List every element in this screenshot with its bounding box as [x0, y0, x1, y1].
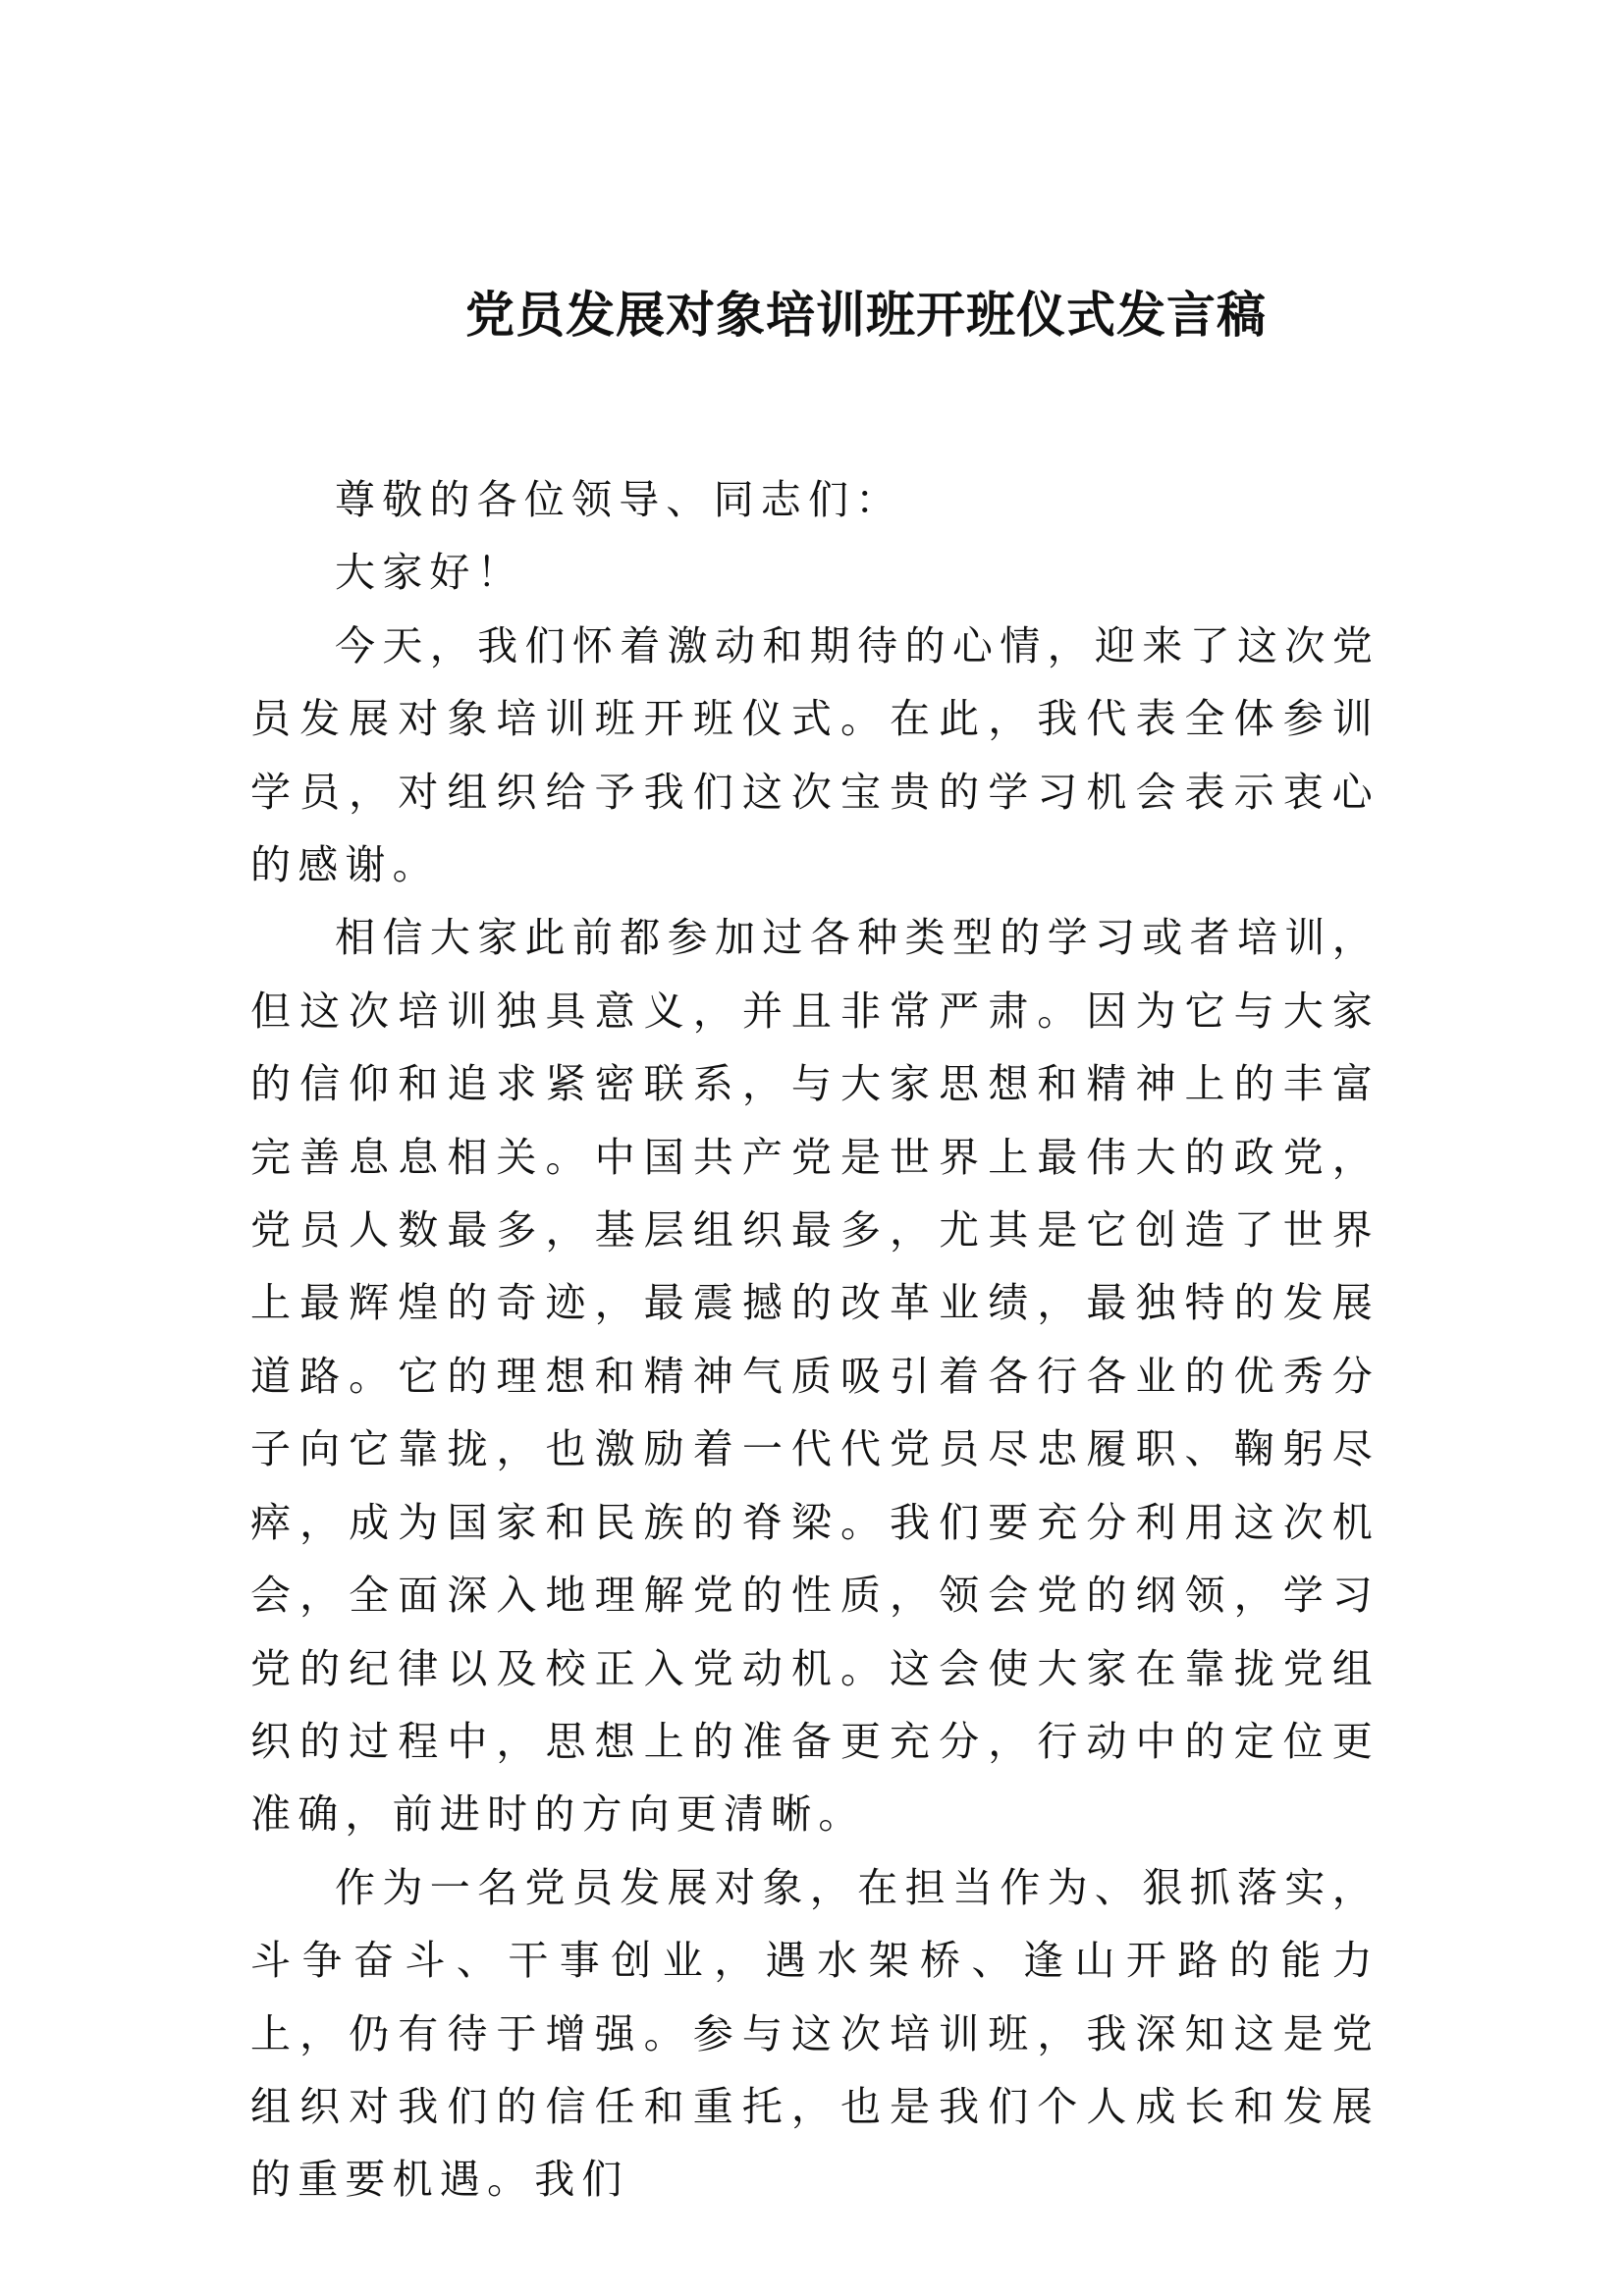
body-paragraph: 作为一名党员发展对象，在担当作为、狠抓落实，斗争奋斗、干事创业，遇水架桥、逢山开路的能力上，仍有待于增强。参与这次培训班，我深知这是党组织对我们的信任和重托，也是我们个人成长和发展的重要机遇。我们 — [250, 1863, 1380, 2204]
document-body — [250, 463, 1380, 2216]
body-paragraph: 今天，我们怀着激动和期待的心情，迎来了这次党员发展对象培训班开班仪式。在此，我代表全体参训学员，对组织给予我们这次宝贵的学习机会表示衷心的感谢。 — [250, 621, 1380, 889]
salutation: 尊敬的各位领导、同志们： — [335, 476, 903, 523]
document-title: 党员发展对象培训班开班仪式发言稿 — [465, 287, 1267, 344]
greeting: 大家好！ — [335, 549, 524, 597]
body-paragraph: 相信大家此前都参加过各种类型的学习或者培训，但这次培训独具意义，并且非常严肃。因为它与大家的信仰和追求紧密联系，与大家思想和精神上的丰富完善息息相关。中国共产党是世界上最伟大的政党，党员人数最多，基层组织最多，尤其是它创造了世界上最辉煌的奇迹，最震撼的改革业绩，最独特的发展道路。它的理想和精神气质吸引着各行各业的优秀分子向它靠拢，也激励着一代代党员尽忠履职、鞠躬尽瘁，成为国家和民族的脊梁。我们要充分利用这次机会，全面深入地理解党的性质，领会党的纲领，学习党的纪律以及校正入党动机。这会使大家在靠拢党组织的过程中，思想上的准备更充分，行动中的定位更准确，前进时的方向更清晰。 — [250, 914, 1380, 1839]
